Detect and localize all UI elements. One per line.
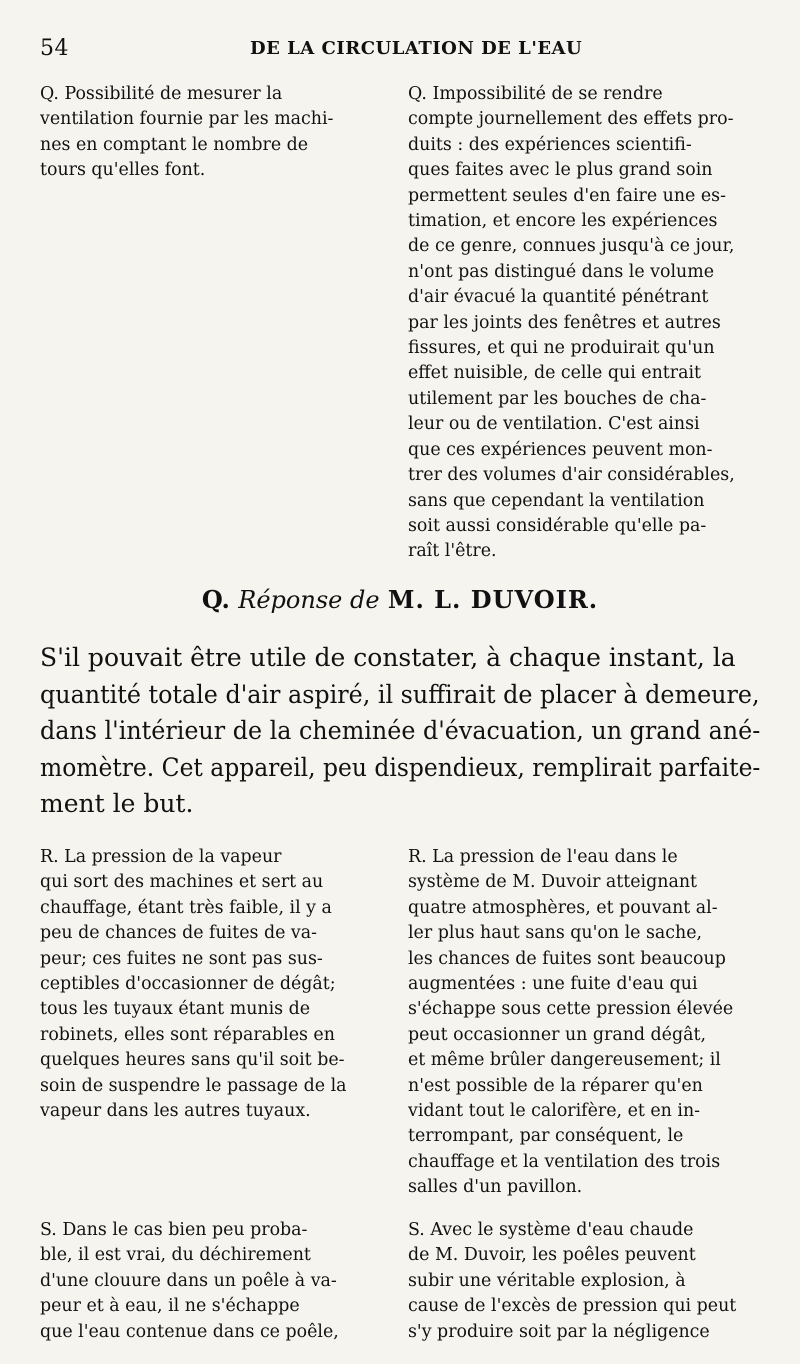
- text-line: s'y produire soit par la négligence: [408, 1321, 710, 1342]
- running-header: [40, 36, 760, 66]
- text-line: ble, il est vrai, du déchirement: [40, 1245, 311, 1266]
- text-line: S'il pouvait être utile de constater, à chaque instant, la: [40, 643, 736, 672]
- text-line: quantité totale d'air aspiré, il suffirait de placer à demeure,: [40, 679, 760, 709]
- text-line: de M. Duvoir, les poêles peuvent: [408, 1245, 696, 1266]
- text-line: ler plus haut sans qu'on le sache,: [408, 923, 703, 944]
- text-line: duits : des expériences scientifi-: [408, 134, 692, 155]
- text-line: dans l'intérieur de la cheminée d'évacuation, un grand ané-: [40, 716, 761, 745]
- text-line: qui sort des machines et sert au: [40, 872, 324, 893]
- q-left-column: [40, 82, 370, 184]
- text-line: Q. Impossibilité de se rendre: [408, 84, 663, 104]
- text-line: quelques heures sans qu'il soit be-: [40, 1050, 345, 1071]
- text-line: et même brûler dangereusement; il: [408, 1050, 721, 1071]
- text-line: raît l'être.: [408, 541, 497, 562]
- text-line: ment le but.: [40, 789, 194, 818]
- text-line: vidant tout le calorifère, et en in-: [408, 1101, 701, 1122]
- text-line: timation, et encore les expériences: [408, 211, 718, 232]
- running-title: DE LA CIRCULATION DE L'EAU: [250, 38, 583, 59]
- response-paragraph: [40, 640, 760, 823]
- text-line: trer des volumes d'air considérables,: [408, 465, 735, 486]
- text-line: peut occasionner un grand dégât,: [408, 1024, 706, 1045]
- text-line: de ce genre, connues jusqu'à ce jour,: [408, 236, 735, 257]
- text-line: d'une clouure dans un poêle à va-: [40, 1270, 337, 1291]
- text-line: R. La pression de la vapeur: [40, 847, 282, 867]
- text-line: augmentées : une fuite d'eau qui: [408, 974, 698, 995]
- text-line: peu de chances de fuites de va-: [40, 923, 318, 944]
- text-line: robinets, elles sont réparables en: [40, 1024, 335, 1045]
- text-line: permettent seules d'en faire une es-: [408, 185, 726, 206]
- text-line: ceptibles d'occasionner de dégât;: [40, 974, 336, 995]
- text-line: n'est possible de la réparer qu'en: [408, 1075, 703, 1096]
- heading-prefix: Q.: [201, 585, 230, 614]
- text-line: momètre. Cet appareil, peu dispendieux, remplirait parfaite-: [40, 752, 761, 782]
- text-line: d'air évacué la quantité pénétrant: [408, 287, 709, 308]
- text-line: soin de suspendre le passage de la: [40, 1075, 347, 1096]
- text-line: terrompant, par conséquent, le: [408, 1126, 684, 1147]
- text-line: utilement par les bouches de cha-: [408, 388, 707, 409]
- text-line: compte journellement des effets pro-: [408, 109, 734, 130]
- text-line: par les joints des fenêtres et autres: [408, 312, 721, 333]
- text-line: n'ont pas distingué dans le volume: [408, 261, 715, 282]
- text-line: s'échappe sous cette pression élevée: [408, 999, 734, 1020]
- heading-name: M. L. DUVOIR.: [387, 585, 599, 614]
- text-line: fissures, et qui ne produirait qu'un: [408, 338, 715, 359]
- text-line: soit aussi considérable qu'elle pa-: [408, 515, 707, 536]
- text-line: chauffage, étant très faible, il y a: [40, 897, 332, 918]
- text-line: nes en comptant le nombre de: [40, 134, 309, 155]
- text-line: chauffage et la ventilation des trois: [408, 1151, 721, 1172]
- text-line: que l'eau contenue dans ce poêle,: [40, 1321, 339, 1342]
- text-line: Q. Possibilité de mesurer la: [40, 84, 283, 104]
- heading-italic: Réponse de: [238, 586, 380, 614]
- text-line: les chances de fuites sont beaucoup: [408, 948, 726, 969]
- text-line: cause de l'excès de pression qui peut: [408, 1296, 737, 1317]
- s-right-column: [408, 1218, 760, 1345]
- text-line: S. Dans le cas bien peu proba-: [40, 1220, 308, 1240]
- text-line: R. La pression de l'eau dans le: [408, 847, 678, 867]
- text-line: tours qu'elles font.: [40, 160, 206, 181]
- text-line: tous les tuyaux étant munis de: [40, 999, 311, 1020]
- text-line: leur ou de ventilation. C'est ainsi: [408, 414, 700, 435]
- text-line: quatre atmosphères, et pouvant al-: [408, 897, 718, 918]
- text-line: ques faites avec le plus grand soin: [408, 160, 713, 181]
- text-line: salles d'un pavillon.: [408, 1177, 583, 1198]
- text-line: sans que cependant la ventilation: [408, 490, 705, 511]
- text-line: peur; ces fuites ne sont pas sus-: [40, 948, 323, 969]
- text-line: peur et à eau, il ne s'échappe: [40, 1296, 300, 1317]
- text-line: subir une véritable explosion, à: [408, 1270, 686, 1291]
- text-line: vapeur dans les autres tuyaux.: [40, 1101, 311, 1122]
- text-line: système de M. Duvoir atteignant: [408, 872, 698, 893]
- page-number: 54: [40, 36, 69, 61]
- s-left-column: [40, 1218, 370, 1345]
- section-heading: [0, 585, 800, 614]
- q-right-column: [408, 82, 760, 565]
- text-line: ventilation fournie par les machi-: [40, 109, 334, 130]
- r-right-column: [408, 845, 760, 1201]
- text-line: que ces expériences peuvent mon-: [408, 439, 713, 460]
- text-line: S. Avec le système d'eau chaude: [408, 1220, 694, 1240]
- text-line: effet nuisible, de celle qui entrait: [408, 363, 702, 384]
- r-left-column: [40, 845, 370, 1124]
